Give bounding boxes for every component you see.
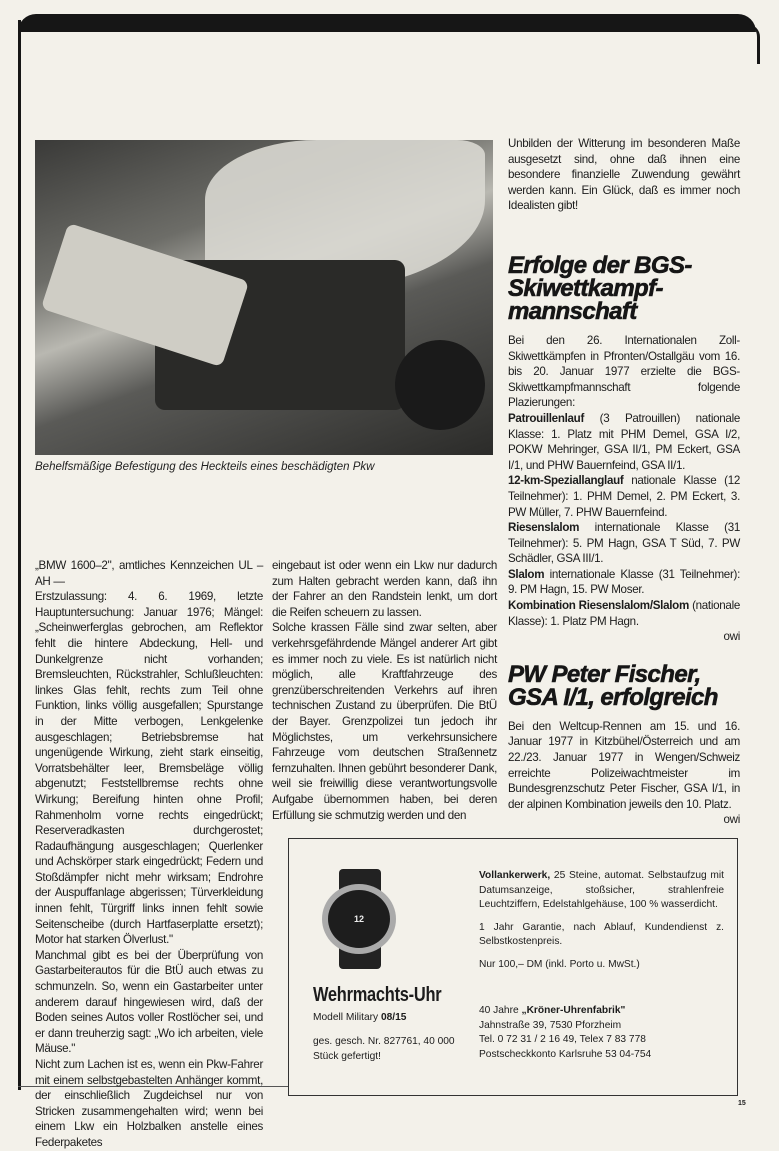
event-text: nationale Klasse (12 Teilnehmer): 1. PHM Demel, 2. PM Eckert, 3. PW Müller, 7. PHW Bauernfeind. — [508, 474, 740, 519]
watch-dial: 12 — [328, 890, 390, 948]
event-name: Patrouillenlauf — [508, 411, 585, 425]
event-text: (nationale Klasse): 1. Platz PM Hagn. — [508, 599, 740, 628]
page-frame-left — [18, 20, 21, 1090]
ski-result — [508, 411, 740, 473]
event-text: (3 Patrouillen) nationale Klasse: 1. Platz mit PHM Demel, GSA I/2, POKW Mehringer, GSA II/1, PM Eckert, GSA I/1, und PHW Bauernfeind, GSA II/1. — [508, 411, 740, 472]
damaged-car-photo — [35, 140, 493, 455]
ski-result — [508, 473, 740, 520]
ad-registration: ges. gesch. Nr. 827761, 40 000 Stück gefertigt! — [313, 1036, 455, 1062]
paragraph: Unbilden der Witterung im besonderen Maße ausgesetzt sind, ohne daß ihnen eine besondere finanzielle Zuwendung gewährt werden kann. Ein Glück, daß es immer noch Idealisten gibt! — [508, 137, 740, 213]
event-name: 12-km-Speziallanglauf — [508, 474, 624, 488]
author-signature: owi — [723, 630, 740, 644]
watch-advertisement — [288, 838, 738, 1096]
article-column-2 — [272, 558, 497, 823]
article-column-1 — [35, 558, 263, 1151]
ski-result — [508, 567, 740, 598]
photo-caption: Behelfsmäßige Befestigung des Heckteils eines beschädigten Pkw — [35, 461, 375, 473]
fischer-body: Bei den Weltcup-Rennen am 15. und 16. Januar 1977 in Kitzbühel/Österreich und am 22./23. Januar 1977 in Wengen/Schweiz erreichte Polizeiwachtmeister im Bundesgrenzschutz Peter Fischer, GSA I/1, in der alpinen Kombination jeweils den 10. Platz. — [508, 719, 740, 811]
ad-company-address: 40 Jahre „Kröner-Uhrenfabrik" Jahnstraße 39, 7530 Pforzheim Tel. 0 72 31 / 2 16 49, Telex 7 83 778 Postscheckkonto Karlsruhe 53 04-754 — [479, 1005, 652, 1060]
paragraph: Erstzulassung: 4. 6. 1969, letzte Hauptuntersuchung: Januar 1976; Mängel: „Scheinwerferglas gebrochen, am Reflektor fehlt die hintere Abdeckung, Hell- und Dunkelgrenze nicht vorhanden; Bremsleuchten, Rückstrahler, Schlußleuchten: linkes Glas fehlt, rechts zum Teil ohne Funktion, links völlig ausgefallen; Spurstange in der Mitte verbogen, Lenkgelenke ausgeschlagen; Betriebsbremse hat ungenügende Wirkung, zieht stark einseitig, Vorratsbehälter leer, Bremsbeläge völlig abgenutzt; Feststellbremse rechts ohne Wirkung; Bereifung hinten ohne Profil; Rahmenholm vorne rechts eingedrückt; Reserveradkasten durchgerostet; Radaufhängung ausgeschlagen; Querlenker und Achskörper stark eingedrückt; Federn und Stoßdämpfer nicht mehr wirksam; Endrohre der Auspuffanlage abgerissen; Türverkleidung innen fehlt, Türgriff links innen fehlt sowie Seitenscheibe (durch Hartfaserplatte ersetzt); Motor hat starken Ölverlust." — [35, 590, 263, 947]
event-text: internationale Klasse (31 Teilnehmer): 9. PM Hagn, 15. PW Moser. — [508, 567, 740, 597]
event-name: Riesenslalom — [508, 521, 580, 535]
paragraph: Manchmal gibt es bei der Überprüfung von Gastarbeiterautos für die BtÜ auch etwas zu schmunzeln. So, wenn ein Gastarbeiter unter anderem darauf hingewiesen wird, daß der Boden seines Autos voller Rostlöcher sei, und er dann treuherzig sagt: „Wo ich arbeiten, viele Mäuse." — [35, 948, 263, 1056]
fischer-headline: PW Peter Fischer, GSA I/1, erfolgreich — [508, 660, 718, 711]
ad-guarantee: 1 Jahr Garantie, nach Ablauf, Kundendienst z. Selbstkostenpreis. — [479, 921, 724, 947]
ski-result — [508, 520, 740, 567]
photo-wheel — [395, 340, 485, 430]
ad-price: Nur 100,– DM (inkl. Porto u. MwSt.) — [479, 958, 640, 970]
page-number: 15 — [738, 1100, 746, 1107]
ski-result — [508, 598, 740, 629]
ad-model: Modell Military 08/15 — [313, 1012, 407, 1023]
paragraph: „BMW 1600–2", amtliches Kennzeichen UL – AH — — [35, 559, 263, 588]
paragraph: Solche krassen Fälle sind zwar selten, aber verkehrsgefährdende Mängel anderer Art gibt es immer noch zu viele. Es ist natürlich nicht möglich, alle Kraftfahrzeuge des grenzüberschreitenden Verkehrs auf ihren technischen Zustand zu überprüfen. Die BtÜ der Bayer. Grenzpolizei tun jedoch ihr Möglichstes, um verkehrsunsichere Fahrzeuge vom deutschen Straßennetz fernzuhalten. Ihnen gebührt besonderer Dank, weil sie freiwillig diese verantwortungsvolle Aufgabe übernommen haben, bei deren Erfüllung sie schmutzig werden und den — [272, 621, 497, 822]
article-column-3 — [508, 136, 740, 828]
paragraph: eingebaut ist oder wenn ein Lkw nur dadurch zum Halten gebracht werden kann, daß ihn der Fahrer an den Randstein lenkt, um dort die Reifen scheuern zu lassen. — [272, 559, 497, 619]
ad-features: Vollankerwerk, 25 Steine, automat. Selbstaufzug mit Datumsanzeige, stoßsicher, strahlenfreie Leuchtziffern, Edelstahlgehäuse, 100 % wasserdicht. 1 Jahr Garantie, nach Ablauf, Kundendienst z. Selbstkostenpreis. Nur 100,– DM (inkl. Porto u. MwSt.) — [479, 869, 724, 980]
ad-title: Wehrmachts-Uhr — [313, 984, 442, 1006]
event-name: Slalom — [508, 567, 545, 581]
watch-image — [319, 869, 399, 969]
ski-headline: Erfolge der BGS-Skiwettkampf-mannschaft — [508, 251, 692, 325]
event-name: Kombination Riesenslalom/Slalom — [508, 599, 689, 613]
ski-intro: Bei den 26. Internationalen Zoll-Skiwettkämpfen in Pfronten/Ostallgäu vom 16. bis 20. Januar 1977 erzielte die BGS-Skiwettkampfmannschaft folgende Plazierungen: — [508, 333, 740, 410]
event-text: internationale Klasse (31 Teilnehmer): 5. PM Hagn, GSA T Süd, 7. PW Schädler, GSA III/1. — [508, 521, 740, 566]
paragraph: Nicht zum Lachen ist es, wenn ein Pkw-Fahrer mit einem selbstgebastelten Anhänger kommt, der einschließlich Zugdeichsel nur von Stricken zusammengehalten wird; wenn bei einem Lkw ein Holzbalken anstelle eines Federpaketes — [35, 1058, 263, 1149]
author-signature: owi — [723, 813, 740, 827]
page-frame-top — [18, 14, 756, 32]
